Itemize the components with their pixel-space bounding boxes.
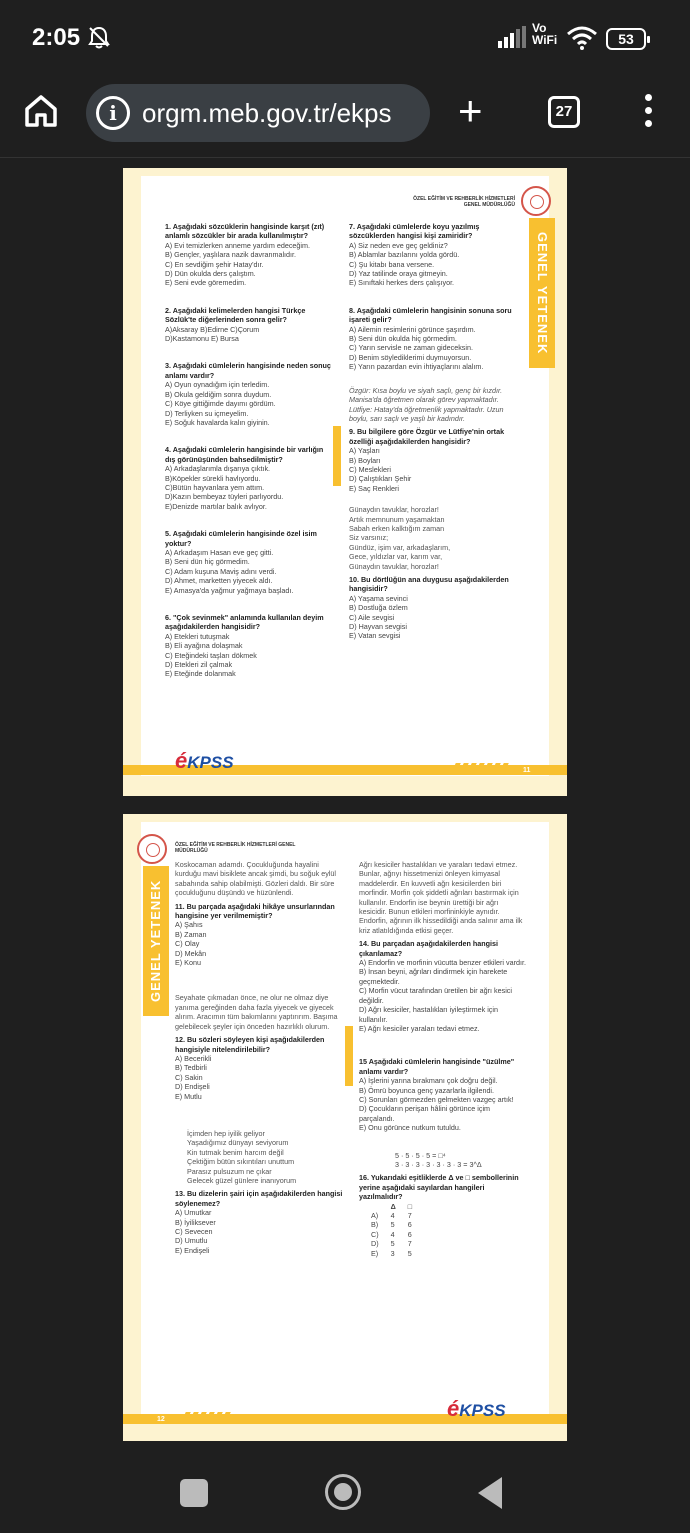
answer-option: C) Eteğindeki taşları dökmek (165, 650, 257, 660)
poem-line: Günaydın tavuklar, horozlar! (349, 505, 439, 515)
equation-block (395, 1151, 527, 1170)
answer-option: A) Umutkar (175, 1208, 212, 1218)
table-cell: E) (371, 1248, 379, 1258)
answer-option: E)Denizde martılar balık avlıyor. (165, 501, 267, 511)
table-cell: B) (371, 1220, 379, 1230)
table-row (371, 1211, 412, 1220)
table-cell: A) (371, 1211, 379, 1220)
meb-seal-logo (521, 186, 551, 216)
wifi-icon (566, 26, 598, 50)
bell-off-icon (88, 26, 110, 50)
meb-seal-logo (137, 834, 167, 864)
answer-table (359, 1202, 424, 1258)
poem-line: Siz varsınız; (349, 533, 389, 543)
pdf-page-11 (123, 168, 567, 796)
answer-option: E) Mutlu (175, 1091, 202, 1101)
answer-option: A) Etekleri tutuşmak (165, 631, 230, 641)
question: 6. "Çok sevinmek" anlamında kullanılan deyim aşağıdakilerden hangisidir? (165, 613, 324, 632)
answer-option: A) İşlerini yarına bırakmanı çok doğru değil. (359, 1076, 498, 1086)
table-row (371, 1220, 412, 1229)
answer-option: C) Yarın servisle ne zaman gideceksin. (349, 343, 473, 353)
poem-line: İçimden hep iyilik geliyor (187, 1128, 265, 1138)
section-ribbon: GENEL YETENEK (529, 218, 555, 368)
answer-option: D) Ağrı kesiciler, hastalıkları iyileştirmek için kullanılır. (359, 1005, 498, 1024)
answer-option: D) Benim söylediklerimi duymuyorsun. (349, 352, 472, 362)
answer-option: D) Etekleri zil çalmak (165, 660, 233, 670)
answer-option: E) Soğuk havalarda kalın giyinin. (165, 417, 270, 427)
passage-text: Seyahate çıkmadan önce, ne olur ne olmaz diye yanıma gereğinden daha fazla yiyecek ve giyecek alırım. Aracımın tüm bakımlarını yaptırırım. Başıma gelebilecek şeyler için önceden hazırlıklı olurum. (175, 993, 338, 1031)
answer-option: D) Çocukların perişan hâlini görünce içim parçalandı. (359, 1104, 491, 1123)
signal-icon (498, 26, 526, 48)
answer-option: E) Eteğinde dolanmak (165, 669, 236, 679)
question: 2. Aşağıdaki kelimelerden hangisi Türkçe Sözlük'te diğerlerinden sonra gelir? (165, 305, 306, 325)
passage-text: Koskocaman adamdı. Çocukluğunda hayalini kurduğu mavi bisiklete ancak şimdi, bu soğuk eylül sabahında sahip olabilmişti. Gözleri daldı. Bir süre çocukluğunu düşündü ve hüzünlendi. (175, 860, 336, 898)
left-column (175, 860, 343, 1255)
answer-option: E) Yarın pazardan evin ihtiyaçlarını alalım. (349, 362, 484, 372)
question: 11. Bu parçada aşağıdaki hikâye unsurlarından hangisine yer verilmemiştir? (175, 901, 335, 921)
answer-option: E) Sınıftaki herkes ders çalışıyor. (349, 278, 455, 288)
answer-option: D) Yaz tatilinde oraya gitmeyin. (349, 269, 448, 279)
system-nav-bar (0, 1459, 690, 1533)
answer-option: E) Endişeli (175, 1245, 210, 1255)
site-info-icon[interactable]: i (96, 96, 130, 130)
question: 8. Aşağıdaki cümlelerin hangisinin sonuna soru işareti gelir? (349, 305, 512, 325)
browser-toolbar (0, 78, 690, 158)
answer-option: D) Ahmet, marketten yiyecek aldı. (165, 576, 273, 586)
question: 9. Bu bilgilere göre Özgür ve Lütfiye'nin ortak özelliği aşağıdakilerden hangisidir? (349, 427, 505, 446)
passage-text: Ağrı kesiciler hastalıkları ve yaraları tedavi etmez. Bunlar, ağrıyı hissetmenizi önleyen kimyasal maddelerdir. En kuvvetli ağrı kesicilerden biri morfindir. Morfin çok şiddetli ağrıları bastırmak için kullanılır. Endorfin ise beynin ürettiği bir ağrı kesicidir. Bunun etkileri morfininkiyle aynıdır. Endorfin, ağrının ilk hissedildiği anda salınır ama ilk kriz atlatıldığında etkisi geçer. (359, 860, 523, 935)
answer-option: D)Kastamonu E) Bursa (165, 334, 239, 344)
answer-option: C) Sorunları görmezden gelmekten vazgeç artık! (359, 1094, 514, 1104)
answer-option: B) Dostluğa özlem (349, 603, 408, 613)
answer-option: C) Adam kuşuna Maviş adını verdi. (165, 566, 277, 576)
answer-option: B) Seni dün okulda hiç görmedim. (349, 334, 457, 344)
answer-option: B) Tedbirli (175, 1063, 207, 1073)
question: 10. Bu dörtlüğün ana duygusu aşağıdakilerden hangisidir? (349, 575, 509, 594)
answer-option: A) Becerikli (175, 1053, 212, 1063)
answer-option: E) Onu görünce nutkum tutuldu. (359, 1123, 461, 1133)
poem-line: Gündüz, işim var, arkadaşlarım, (349, 542, 451, 552)
ekpss-logo: éKPSS (175, 748, 234, 773)
answer-option: C) Aile sevgisi (349, 612, 395, 622)
poem-line: Yaşadığımız dünyayı seviyorum (187, 1138, 289, 1148)
url-text[interactable]: orgm.meb.gov.tr/ekps (142, 98, 392, 128)
question: 14. Bu parçadan aşağıdakilerden hangisi çıkarılamaz? (359, 939, 499, 958)
question: 12. Bu sözleri söyleyen kişi aşağıdakilerden hangisiyle nitelendirilebilir? (175, 1035, 325, 1054)
home-button[interactable] (325, 1474, 361, 1510)
answer-option: D) Dün okulda ders çalıştım. (165, 269, 256, 279)
answer-option: D) Hayvan sevgisi (349, 622, 407, 632)
back-button[interactable] (478, 1477, 502, 1509)
answer-option: A) Yaşları (349, 446, 380, 456)
footer-stripes (183, 1412, 231, 1424)
answer-option: A) Ailemin resimlerini görünce şaşırdım. (349, 324, 476, 334)
answer-option: C) Sevecen (175, 1227, 213, 1236)
answer-option: E) Ağrı kesiciler yaraları tedavi etmez. (359, 1023, 480, 1033)
answer-option: C) Meslekleri (349, 464, 391, 474)
answer-option: B) Boyları (349, 455, 381, 465)
table-header: Δ (390, 1201, 396, 1211)
poem-line: Artık memnunum yaşamaktan (349, 514, 445, 524)
answer-option: D)Kazın bembeyaz tüyleri parlıyordu. (165, 492, 284, 502)
tab-switcher-button[interactable]: 27 (548, 96, 580, 128)
page-header: ÖZEL EĞİTİM VE REHBERLİK HİZMETLERİ GENEL MÜDÜRLÜĞÜ (413, 196, 515, 208)
answer-option: A) Şahıs (175, 920, 203, 930)
passage-text: Lütfiye: Hatay'da öğretmenlik yapmaktadır. Uzun boylu, sarı saçlı ve yaşlı bir kadındır. (349, 404, 504, 423)
answer-option: A)Aksaray B)Edirne C)Çorum (165, 324, 260, 334)
question: 3. Aşağıdaki cümlelerin hangisinde neden sonuç anlamı vardır? (165, 361, 331, 380)
recents-button[interactable] (180, 1479, 208, 1507)
table-cell: 7 (407, 1211, 412, 1220)
pdf-viewer[interactable] (0, 159, 690, 1459)
table-cell: 5 (390, 1239, 395, 1249)
new-tab-button[interactable]: + (458, 87, 483, 134)
answer-option: A) Evi temizlerken anneme yardım edeceğim. (165, 240, 311, 250)
answer-option: B) Okula geldiğim sonra duydum. (165, 389, 272, 399)
answer-option: B) Ablamlar bazılarını yolda gördü. (349, 250, 460, 260)
question: 5. Aşağıdaki cümlelerin hangisinde özel isim yoktur? (165, 529, 317, 548)
answer-option: E) Konu (175, 958, 201, 968)
table-cell: 7 (407, 1239, 412, 1249)
answer-option: C) Morfin vücut tarafından üretilen bir ağrı kesici değildir. (359, 986, 512, 1005)
answer-option: D) Endişeli (175, 1082, 210, 1092)
right-column (349, 218, 519, 641)
table-cell: 6 (407, 1229, 412, 1239)
left-column (165, 218, 333, 693)
table-cell: C) (371, 1229, 379, 1239)
answer-option: D) Çalıştıkları Şehir (349, 474, 412, 484)
table-row (371, 1239, 412, 1248)
home-icon[interactable] (24, 93, 58, 129)
answer-option: B) Eli ayağına dolaşmak (165, 641, 243, 651)
battery-indicator: 53 (606, 28, 646, 50)
answer-option: C) Köye gittiğimde dayımı gördüm. (165, 399, 276, 409)
table-cell: 4 (390, 1229, 395, 1239)
status-time: 2:05 (32, 24, 81, 51)
answer-option: B) Gençler, yaşlılara nazik davranmalıdır. (165, 250, 297, 260)
table-cell: 3 (390, 1248, 395, 1258)
answer-option: C)Bütün hayvanlara yem attım. (165, 482, 265, 492)
question: 1. Aşağıdaki sözcüklerin hangisinde karşıt (zıt) anlamlı sözcükler bir arada kullanılmıştır? (165, 222, 325, 241)
answer-option: E) Saç Renkleri (349, 483, 399, 493)
poem-line: Günaydın tavuklar, horozlar! (349, 561, 439, 571)
right-column (359, 860, 527, 1258)
table-cell: 5 (390, 1220, 395, 1230)
status-bar (0, 0, 690, 78)
address-bar[interactable] (86, 84, 430, 142)
divider-tag (333, 426, 341, 486)
poem-block (187, 1129, 343, 1185)
answer-option: D) Umutlu (175, 1236, 208, 1246)
divider-tag (345, 1026, 353, 1086)
answer-option: B) Ömrü boyunca genç yazarlarla ilgilendi. (359, 1085, 495, 1095)
poem-line: Gelecek güzel günlere inanıyorum (187, 1175, 297, 1185)
equation-line: 3 · 3 · 3 · 3 · 3 · 3 · 3 = 3^Δ (395, 1159, 482, 1169)
answer-option: A) Arkadaşlarımla dışarıya çıktık. (165, 464, 271, 474)
poem-line: Parasız pulsuzum ne çıkar (187, 1166, 272, 1176)
question: 16. Yukarıdaki eşitliklerde Δ ve □ sembollerinin yerine aşağıdaki sayılardan hangileri yazılmalıdır? (359, 1173, 519, 1202)
table-row (371, 1230, 412, 1239)
answer-option: D) Terliyken su içmeyelim. (165, 408, 249, 418)
table-row (371, 1249, 412, 1258)
footer-stripes (453, 763, 509, 775)
equation-line: 5 · 5 · 5 · 5 = □⁴ (395, 1150, 446, 1160)
overflow-menu-icon[interactable] (636, 94, 660, 134)
table-cell: 6 (407, 1220, 412, 1230)
answer-option: A) Yaşama sevinci (349, 593, 408, 603)
answer-option: A) Arkadaşım Hasan eve geç gitti. (165, 547, 274, 557)
table-cell: D) (371, 1239, 379, 1249)
ekpss-logo: éKPSS (447, 1396, 506, 1421)
page-number: 11 (523, 767, 531, 774)
answer-option: E) Vatan sevgisi (349, 631, 401, 641)
question: 13. Bu dizelerin şairi için aşağıdakilerden hangisi söylenemez? (175, 1189, 343, 1208)
answer-option: B) Seni dün hiç görmedim. (165, 557, 250, 567)
table-cell: 4 (390, 1211, 395, 1220)
poem-line: Sabah erken kalktığım zaman (349, 523, 445, 533)
answer-option: B) Zaman (175, 929, 207, 939)
poem-line: Gece, yıldızlar var, karım var, (349, 552, 443, 562)
volte-label: Vo WiFi (532, 21, 558, 47)
answer-option: B)Köpekler sürekli havlıyordu. (165, 473, 261, 483)
answer-option: D) Mekân (175, 948, 207, 958)
table-header: □ (407, 1201, 413, 1211)
pdf-page-12 (123, 814, 567, 1441)
answer-option: A) Siz neden eve geç geldiniz? (349, 240, 448, 250)
page-header: ÖZEL EĞİTİM VE REHBERLİK HİZMETLERİ GENEL MÜDÜRLÜĞÜ (175, 842, 296, 854)
question: 15 Aşağıdaki cümlelerin hangisinde "üzülme" anlamı vardır? (359, 1057, 515, 1076)
question: 7. Aşağıdaki cümlelerde koyu yazılmış sözcüklerden hangisi kişi zamiridir? (349, 222, 480, 241)
page-number: 12 (157, 1416, 165, 1423)
poem-line: Çektiğim bütün sıkıntıları unuttum (187, 1157, 295, 1167)
section-ribbon: GENEL YETENEK (143, 866, 169, 1016)
table-header (371, 1202, 379, 1211)
answer-option: B) İnsan beyni, ağrıları dindirmek için harekete geçmektedir. (359, 967, 508, 986)
poem-line: Kin tutmak benim harcım değil (187, 1147, 284, 1157)
answer-option: C) Olay (175, 939, 200, 949)
answer-option: C) Şu kitabı bana versene. (349, 259, 435, 269)
answer-option: E) Amasya'da yağmur yağmaya başladı. (165, 585, 294, 595)
answer-option: A) Endorfin ve morfinin vücutta benzer etkileri vardır. (359, 958, 526, 968)
answer-option: C) Sakin (175, 1072, 203, 1082)
answer-option: E) Seni evde göremedim. (165, 278, 247, 288)
answer-option: A) Oyun oynadığım için terledim. (165, 380, 270, 390)
question: 4. Aşağıdaki cümlelerin hangisinde bir varlığın dış görünüşünden bahsedilmiştir? (165, 445, 324, 464)
passage-text: Özgür: Kısa boylu ve siyah saçlı, genç bir kızdır. Manisa'da öğretmen olarak görev yapmaktadır. (349, 385, 503, 405)
answer-option: C) En sevdiğim şehir Hatay'dır. (165, 259, 264, 269)
table-cell: 5 (407, 1248, 412, 1258)
answer-option: B) İyiliksever (175, 1217, 216, 1227)
